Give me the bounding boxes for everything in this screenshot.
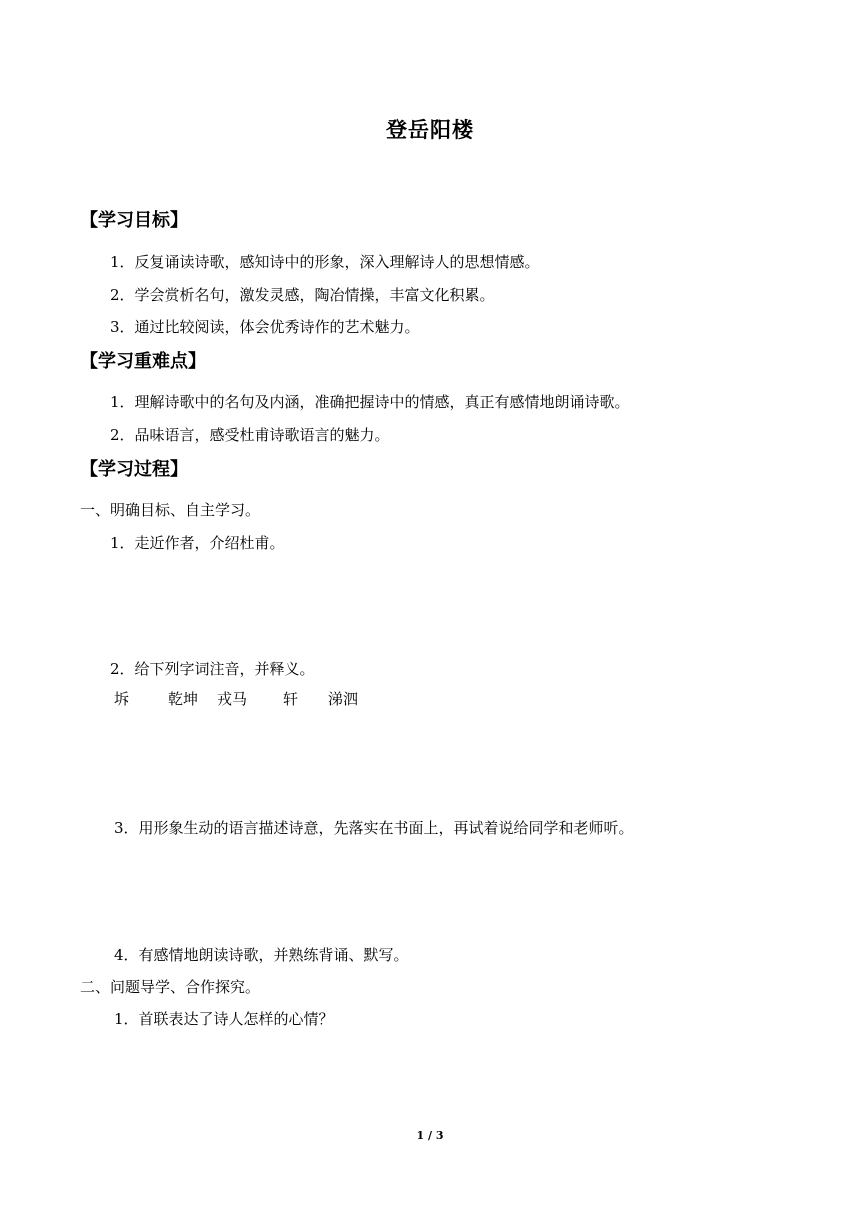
vocab-word: 轩 bbox=[283, 690, 299, 708]
vocab-word: 戎马 bbox=[217, 690, 248, 708]
page-number: 1 / 3 bbox=[416, 1129, 444, 1142]
process-heading: 【学习过程】 bbox=[80, 459, 188, 480]
part1-heading: 一、明确目标、自主学习。 bbox=[80, 501, 261, 519]
part2-heading: 二、问题导学、合作探究。 bbox=[80, 978, 261, 996]
objectives-heading: 【学习目标】 bbox=[80, 210, 188, 231]
part1-item-1: 1．走近作者，介绍杜甫。 bbox=[110, 534, 285, 552]
objective-item-1: 1．反复诵读诗歌，感知诗中的形象，深入理解诗人的思想情感。 bbox=[110, 253, 540, 271]
part1-item-3: 3．用形象生动的语言描述诗意，先落实在书面上，再试着说给同学和老师听。 bbox=[114, 819, 634, 837]
vocab-list bbox=[114, 688, 358, 709]
key-point-item-2: 2．品味语言，感受杜甫诗歌语言的魅力。 bbox=[110, 426, 390, 444]
vocab-word: 坼 bbox=[114, 690, 130, 708]
part2-item-1: 1．首联表达了诗人怎样的心情？ bbox=[114, 1010, 334, 1028]
objective-item-2: 2．学会赏析名句，激发灵感，陶冶情操，丰富文化积累。 bbox=[110, 286, 495, 304]
part1-item-2: 2．给下列字词注音，并释义。 bbox=[110, 660, 315, 678]
objective-item-3: 3．通过比较阅读，体会优秀诗作的艺术魅力。 bbox=[110, 318, 420, 336]
part1-item-4: 4．有感情地朗读诗歌，并熟练背诵、默写。 bbox=[114, 946, 409, 964]
key-point-item-1: 1．理解诗歌中的名句及内涵，准确把握诗中的情感，真正有感情地朗诵诗歌。 bbox=[110, 393, 630, 411]
document-title: 登岳阳楼 bbox=[386, 118, 474, 142]
vocab-word: 涕泗 bbox=[328, 690, 359, 708]
key-points-heading: 【学习重难点】 bbox=[80, 351, 206, 372]
vocab-word: 乾坤 bbox=[168, 690, 199, 708]
